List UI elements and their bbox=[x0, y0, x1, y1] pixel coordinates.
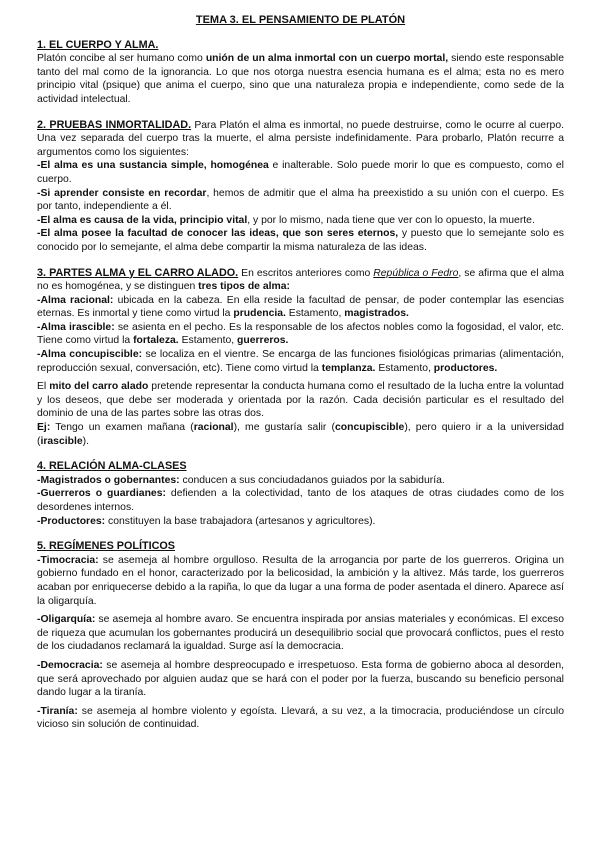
text: se asemeja al hombre avaro. Se encuentra inspirada por ansias materiales y económicas. El exceso de riqueza que acumulan los gobernantes producirá un desequilibrio social que provocará conflictos, pues el resto de los ciudadanos reclamará la igualdad. Surge así la democracia. bbox=[37, 614, 564, 653]
bold-text: -Alma racional: bbox=[37, 294, 114, 306]
section-regimenes-politicos bbox=[37, 540, 564, 732]
bold-text: unión de un alma inmortal con un cuerpo mortal, bbox=[205, 53, 449, 65]
list-item bbox=[37, 227, 564, 254]
text: ), pero quiero ir a la universidad ( bbox=[37, 422, 565, 447]
list-item bbox=[37, 321, 564, 348]
list-item bbox=[37, 705, 564, 732]
text: constituyen la base trabajadora (artesanos y agricultores). bbox=[105, 515, 376, 527]
bold-text: concupiscible bbox=[335, 422, 405, 434]
section-pruebas-inmortalidad bbox=[37, 119, 564, 255]
bold-text: -Alma concupiscible: bbox=[37, 349, 143, 361]
bold-text: fortaleza. bbox=[133, 335, 179, 347]
bold-text: -Tiranía: bbox=[37, 705, 78, 717]
bold-text: mito del carro alado bbox=[49, 381, 149, 393]
bold-text: irascible bbox=[40, 435, 83, 447]
text: defienden a la colectividad, tanto de los ataques de otras ciudades como de los desordenes internos. bbox=[37, 488, 564, 513]
document-title: TEMA 3. EL PENSAMIENTO DE PLATÓN bbox=[195, 14, 406, 26]
paragraph bbox=[37, 52, 564, 106]
text: Estamento, bbox=[285, 308, 345, 320]
bold-text: -Oligarquía: bbox=[37, 614, 96, 626]
list-item bbox=[37, 159, 564, 186]
section-heading: 3. PARTES ALMA y EL CARRO ALADO. bbox=[37, 266, 239, 279]
text: conducen a sus conciudadanos guiados por la sabiduría. bbox=[179, 474, 445, 486]
section-heading: 2. PRUEBAS INMORTALIDAD. bbox=[37, 118, 192, 131]
bold-text: magistrados. bbox=[344, 308, 409, 320]
section-heading: 4. RELACIÓN ALMA-CLASES bbox=[37, 460, 187, 473]
text: Platón concibe al ser humano como bbox=[37, 53, 206, 65]
bold-text: -El alma es una sustancia simple, homogénea bbox=[37, 160, 269, 172]
paragraph bbox=[37, 421, 564, 448]
text: se asemeja al hombre orgulloso. Resulta de la arrogancia por parte de los guerreros. Origina un gobierno fundado en el honor, caracterizado por la belicosidad, la ambición y la altivez. Más tarde, los guerreros acaban por enriquecerse debido a la rapiña, lo que da lugar a una forma de poder asentada el dinero. Aparece así la oligarquía. bbox=[37, 554, 564, 607]
book-link[interactable]: República o Fedro bbox=[373, 267, 459, 279]
section-heading: 1. EL CUERPO Y ALMA. bbox=[37, 38, 159, 51]
section-relacion-alma-clases bbox=[37, 460, 564, 528]
bold-text: -El alma es causa de la vida, principio vital bbox=[37, 214, 248, 226]
bold-text: -Guerreros o guardianes: bbox=[37, 488, 166, 500]
bold-text: -Democracia: bbox=[37, 659, 103, 671]
text: ubicada en la cabeza. En ella reside la facultad de pensar, de poder contemplar las esencias eternas. Es inmortal y tiene como virtud la bbox=[37, 294, 564, 320]
text: se localiza en el vientre. Se encarga de las funciones fisiológicas primarias (alimentación, reproducción sexual, conversación, etc). Tiene como virtud la bbox=[37, 349, 564, 374]
bold-text: Ej: bbox=[37, 422, 51, 434]
list-item bbox=[37, 348, 564, 375]
bold-text: productores. bbox=[433, 362, 498, 374]
section-heading: 5. REGÍMENES POLÍTICOS bbox=[37, 540, 175, 553]
bold-text: tres tipos de alma: bbox=[198, 281, 290, 293]
text: , hemos de admitir que el alma ha preexistido a su unión con el cuerpo. Es por tanto, independiente a él. bbox=[37, 187, 564, 213]
list-item bbox=[37, 474, 564, 488]
list-item bbox=[37, 613, 564, 654]
text: se asienta en el pecho. Es la responsable de los afectos nobles como la fogosidad, el valor, etc. Tiene como virtud la bbox=[37, 321, 564, 347]
bold-text: templanza. bbox=[321, 362, 376, 374]
bold-text: -Si aprender consiste en recordar bbox=[37, 187, 207, 199]
list-item bbox=[37, 187, 564, 214]
bold-text: racional bbox=[193, 422, 234, 434]
text: Estamento, bbox=[178, 335, 238, 347]
text: se asemeja al hombre despreocupado e irrespetuoso. Esta forma de gobierno aboca al desorden, que será aprovechado por alguien audaz que se hará con el poder por la fuerza, buscando su beneficio personal dando lugar a la tiranía. bbox=[37, 659, 564, 699]
text: El bbox=[37, 381, 50, 393]
bold-text: -Timocracia: bbox=[37, 554, 99, 566]
bold-text: -El alma posee la facultad de conocer las ideas, que son seres eternos, bbox=[37, 228, 399, 240]
bold-text: prudencia. bbox=[233, 308, 286, 320]
bold-text: -Alma irascible: bbox=[37, 321, 115, 333]
list-item bbox=[37, 659, 564, 700]
text: Para Platón el alma es inmortal, no puede destruirse, como le ocurre al cuerpo. Una vez separada del cuerpo tras la muerte, el alma persiste indefinidamente. Para probarlo, Platón recurre a argumentos como los siguientes: bbox=[37, 119, 564, 158]
text: se asemeja al hombre violento y egoísta. Llevará, a su vez, a la timocracia, produciéndose un círculo vicioso sin solución de continuidad. bbox=[37, 705, 564, 731]
list-item bbox=[37, 214, 564, 228]
bold-text: guerreros. bbox=[237, 335, 289, 347]
text: ), me gustaría salir ( bbox=[233, 422, 336, 434]
text: Tengo un examen mañana ( bbox=[50, 422, 194, 434]
text: y puesto que lo semejante solo es conocido por lo semejante, el alma debe compartir la misma naturaleza de las ideas. bbox=[37, 228, 564, 253]
text: En escritos anteriores como bbox=[238, 267, 374, 279]
bold-text: -Magistrados o gobernantes: bbox=[37, 474, 180, 486]
list-item bbox=[37, 515, 564, 529]
bold-text: -Productores: bbox=[37, 515, 106, 527]
text: e inalterable. Solo puede morir lo que es compuesto, como el cuerpo. bbox=[37, 160, 564, 185]
text: , se afirma que el alma no es homogénea, y se distinguen bbox=[37, 267, 565, 293]
list-item bbox=[37, 487, 564, 514]
text: Estamento, bbox=[375, 362, 434, 374]
section-cuerpo-alma bbox=[37, 39, 564, 107]
list-item bbox=[37, 554, 564, 608]
paragraph bbox=[37, 380, 564, 421]
list-item bbox=[37, 294, 564, 321]
text: ). bbox=[82, 435, 89, 447]
text: pretende representar la conducta humana como el resultado de la lucha entre la voluntad y los deseos, que debe ser moderada y orientada por la razón. Cada decisión particular es el resultado del dominio de una de las partes sobre las otras dos. bbox=[37, 381, 564, 420]
text: siendo este responsable tanto del mal como de la ignorancia. Lo que nos otorga nuestra esencia humana es el alma; esta no es mero principio vital (psique) que anima el cuerpo, sino que una naturaleza propia e independiente, como sede de la actividad intelectual. bbox=[37, 53, 565, 105]
text: , y por lo mismo, nada tiene que ver con lo opuesto, la muerte. bbox=[247, 214, 535, 226]
section-partes-alma bbox=[37, 267, 564, 449]
